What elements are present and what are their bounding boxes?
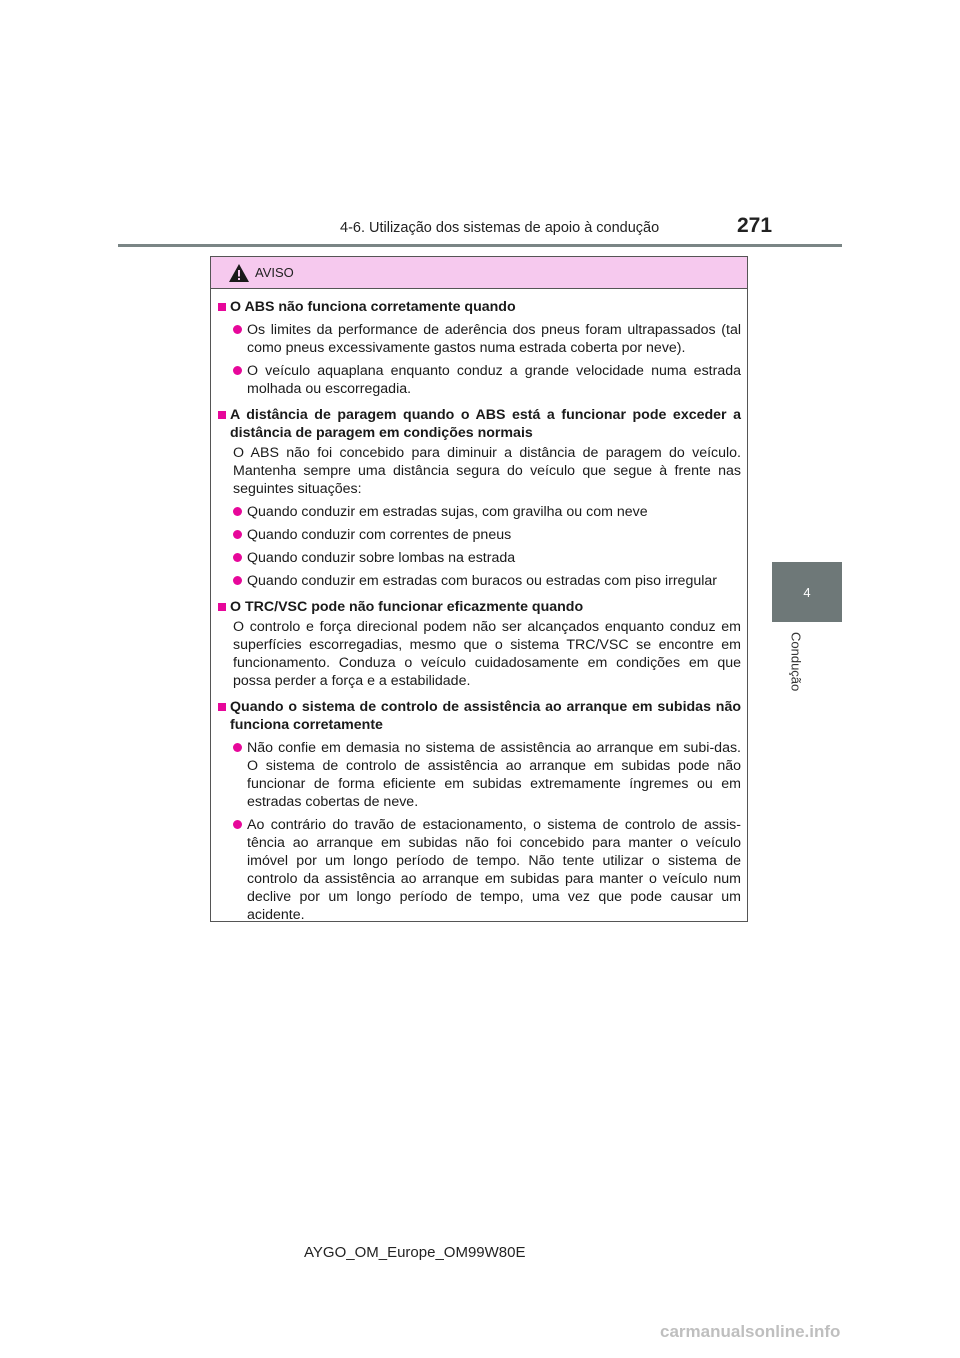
section-paragraph: O controlo e força direcional podem não ser alcançados enquanto conduz em superfícies escorregadias, mesmo que o sistema TRC/VSC se encontre em funcionamento. Conduza o veículo cuidadosamente em condições em que possa perder a força e a estabilidade. <box>233 619 741 689</box>
round-bullet-icon <box>233 366 242 375</box>
round-bullet-icon <box>233 820 242 829</box>
square-bullet-icon <box>218 703 226 711</box>
warning-box <box>210 256 748 922</box>
watermark[interactable]: carmanualsonline.info <box>660 1322 841 1341</box>
chapter-label: Condução <box>788 632 804 692</box>
section-title: 4-6. Utilização dos sistemas de apoio à condução <box>340 220 660 236</box>
square-bullet-icon <box>218 411 226 419</box>
section-heading-hill-start: Quando o sistema de controlo de assistência ao arranque em subidas não funciona corretamente <box>217 698 741 734</box>
square-bullet-icon <box>218 603 226 611</box>
round-bullet-icon <box>233 743 242 752</box>
section-heading-trc-vsc: O TRC/VSC pode não funcionar eficazmente quando <box>217 598 741 616</box>
header-divider <box>118 244 842 247</box>
list-item: Quando conduzir em estradas com buracos ou estradas com piso irregular <box>233 572 741 590</box>
round-bullet-icon <box>233 576 242 585</box>
warning-body <box>211 289 747 924</box>
list-item: Os limites da performance de aderência dos pneus foram ultrapassados (tal como pneus excessivamente gastos numa estrada coberta por neve). <box>233 321 741 357</box>
chapter-number: 4 <box>803 584 811 600</box>
page-number: 271 <box>737 214 773 237</box>
list-item: Quando conduzir com correntes de pneus <box>233 526 741 544</box>
round-bullet-icon <box>233 553 242 562</box>
list-item: Quando conduzir sobre lombas na estrada <box>233 549 741 567</box>
section-heading-braking-distance: A distância de paragem quando o ABS está a funcionar pode exceder a distância de paragem em condições normais <box>217 406 741 442</box>
round-bullet-icon <box>233 507 242 516</box>
section-paragraph: O ABS não foi concebido para diminuir a distância de paragem do veículo. Mantenha sempre uma distância segura do veículo que segue à frente nas seguintes situações: <box>233 445 741 497</box>
section-heading-abs: O ABS não funciona corretamente quando <box>217 298 741 316</box>
list-item: Ao contrário do travão de estacionamento, o sistema de controlo de assis-tência ao arranque em subidas não foi concebido para manter o veículo imóvel por um longo período de tempo. Não tente utilizar o sistema de controlo da assistência ao arranque em subidas para manter o veículo num declive por um longo período de tempo, uma vez que pode causar um acidente. <box>233 816 741 924</box>
document-code: AYGO_OM_Europe_OM99W80E <box>304 1244 526 1261</box>
round-bullet-icon <box>233 530 242 539</box>
list-item: Quando conduzir em estradas sujas, com gravilha ou com neve <box>233 503 741 521</box>
warning-triangle-icon <box>228 263 250 283</box>
square-bullet-icon <box>218 303 226 311</box>
round-bullet-icon <box>233 325 242 334</box>
list-item: O veículo aquaplana enquanto conduz a grande velocidade numa estrada molhada ou escorregadia. <box>233 362 741 398</box>
warning-title: AVISO <box>255 265 294 280</box>
warning-header <box>211 257 747 289</box>
chapter-tab[interactable] <box>772 562 842 622</box>
list-item: Não confie em demasia no sistema de assistência ao arranque em subi-das. O sistema de controlo de assistência ao arranque em subidas pode não funcionar de forma eficiente em subidas extremamente íngremes ou em estradas cobertas de neve. <box>233 739 741 811</box>
